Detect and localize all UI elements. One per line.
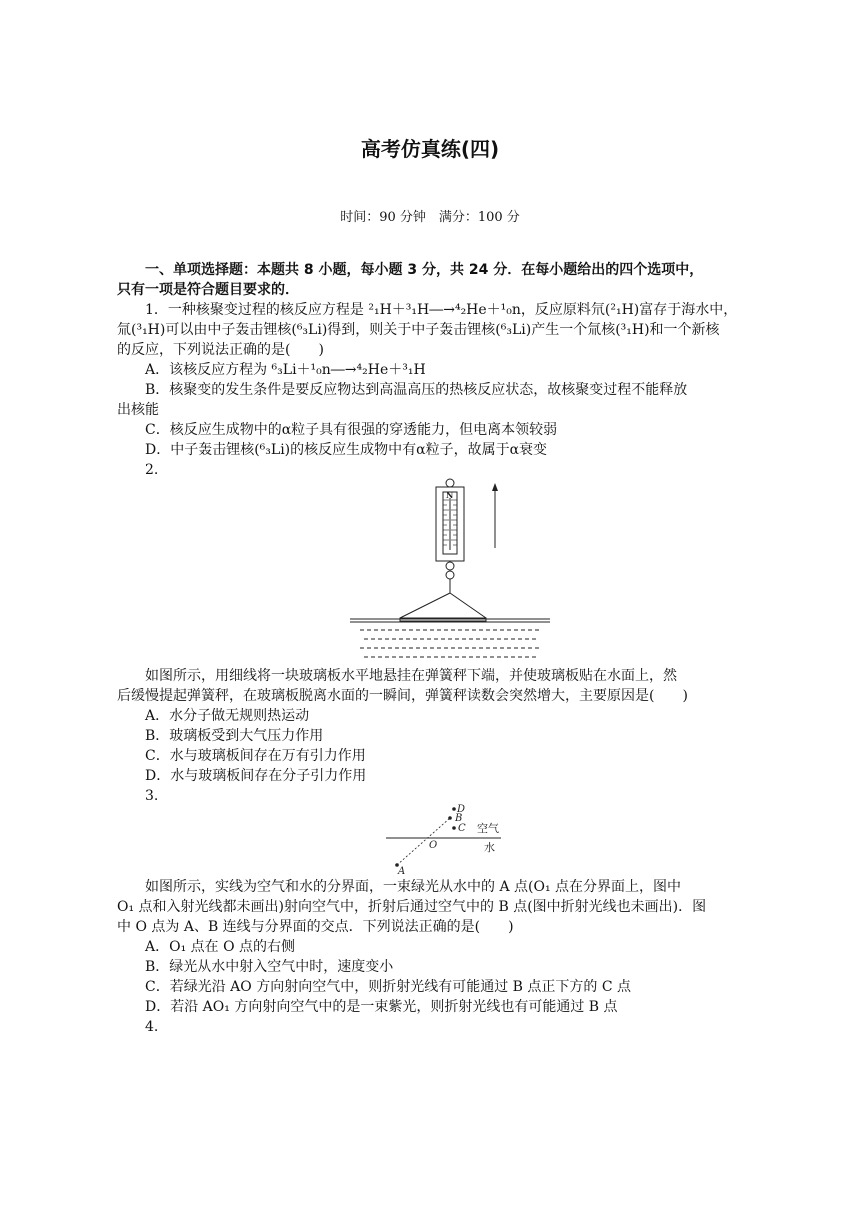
label-air: 空气 — [477, 822, 499, 835]
string-left — [400, 593, 450, 618]
scale-label: N — [446, 490, 454, 500]
q3-option-a: A．O₁ 点在 O 点的右侧 — [145, 939, 296, 955]
q3-stem-line1: 如图所示，实线为空气和水的分界面，一束绿光从水中的 A 点(O₁ 点在分界面上，图中 — [145, 879, 682, 895]
hook-ring-mid — [446, 562, 454, 570]
q2-block — [117, 666, 743, 806]
label-b: B — [455, 813, 463, 824]
water-body — [360, 630, 540, 657]
page-title: 高考仿真练(四) — [360, 137, 500, 161]
q1-option-c: C．核反应生成物中的α粒子具有很强的穿透能力，但电离本领较弱 — [145, 422, 558, 438]
label-o: O — [429, 840, 438, 851]
q3-stem-line2: O₁ 点和入射光线都未画出)射向空气中，折射后通过空气中的 B 点(图中折射光线也未画出)．图 — [117, 899, 707, 915]
label-c: C — [458, 823, 466, 834]
q2-stem-line2: 后缓慢提起弹簧秤，在玻璃板脱离水面的一瞬间，弹簧秤读数会突然增大，主要原因是( ) — [117, 688, 688, 704]
q1-stem-line3: 的反应，下列说法正确的是( ) — [117, 342, 324, 358]
q2-option-d: D．水与玻璃板间存在分子引力作用 — [145, 768, 367, 784]
hook-ring-low — [446, 571, 454, 579]
point-c — [452, 826, 456, 830]
string-right — [450, 593, 486, 618]
q1-option-a: A．该核反应方程为 ⁶₃Li＋¹₀n―→⁴₂He＋³₁H — [145, 362, 426, 378]
q2-option-c: C．水与玻璃板间存在万有引力作用 — [145, 748, 366, 764]
label-d: D — [457, 804, 466, 815]
q1-option-b-cont: 出核能 — [117, 402, 159, 418]
q3-option-c: C．若绿光沿 AO 方向射向空气中，则折射光线有可能通过 B 点正下方的 C 点 — [145, 979, 631, 995]
q3-option-b: B．绿光从水中射入空气中时，速度变小 — [145, 959, 394, 975]
exam-meta: 时间：90 分钟 满分：100 分 — [340, 210, 520, 225]
hook-ring-top — [446, 479, 454, 487]
label-water: 水 — [484, 841, 495, 854]
q1-stem-line2: 氚(³₁H)可以由中子轰击锂核(⁶₃Li)得到，则关于中子轰击锂核(⁶₃Li)产生一个氚核(³₁H)和一个新核 — [117, 322, 720, 338]
q3-block — [117, 877, 743, 1037]
spring-balance-figure — [350, 478, 550, 664]
section1-block — [117, 260, 743, 480]
up-arrow-icon — [492, 483, 498, 491]
q1-stem-line1: 1．一种核聚变过程的核反应方程是 ²₁H＋³₁H―→⁴₂He＋¹₀n，反应原料氘(²₁H)富存于海水中， — [145, 302, 738, 318]
q4-number: 4. — [145, 1019, 159, 1035]
q1-option-b: B．核聚变的发生条件是要反应物达到高温高压的热核反应状态，故核聚变过程不能释放 — [145, 382, 688, 398]
q3-stem-line3: 中 O 点为 A、B 连线与分界面的交点．下列说法正确的是( ) — [117, 919, 514, 935]
section-heading: 一、单项选择题：本题共 8 小题，每小题 3 分，共 24 分．在每小题给出的四个选项中， — [145, 262, 704, 278]
q2-option-a: A．水分子做无规则热运动 — [145, 708, 310, 724]
q1-option-d: D．中子轰击锂核(⁶₃Li)的核反应生成物中有α粒子，故属于α衰变 — [145, 442, 548, 458]
point-b — [448, 816, 452, 820]
refraction-figure — [383, 800, 508, 876]
q3-number: 3. — [145, 788, 159, 804]
label-a: A — [398, 866, 406, 876]
q2-option-b: B．玻璃板受到大气压力作用 — [145, 728, 324, 744]
q3-option-d: D．若沿 AO₁ 方向射向空气中的是一束紫光，则折射光线也有可能通过 B 点 — [145, 999, 618, 1015]
q2-stem-line1: 如图所示，用细线将一块玻璃板水平地悬挂在弹簧秤下端，并使玻璃板贴在水面上，然 — [145, 668, 677, 684]
point-d — [452, 807, 456, 811]
q2-number: 2. — [145, 462, 159, 478]
line-ab — [397, 818, 450, 865]
section-heading-cont: 只有一项是符合题目要求的． — [117, 282, 299, 298]
